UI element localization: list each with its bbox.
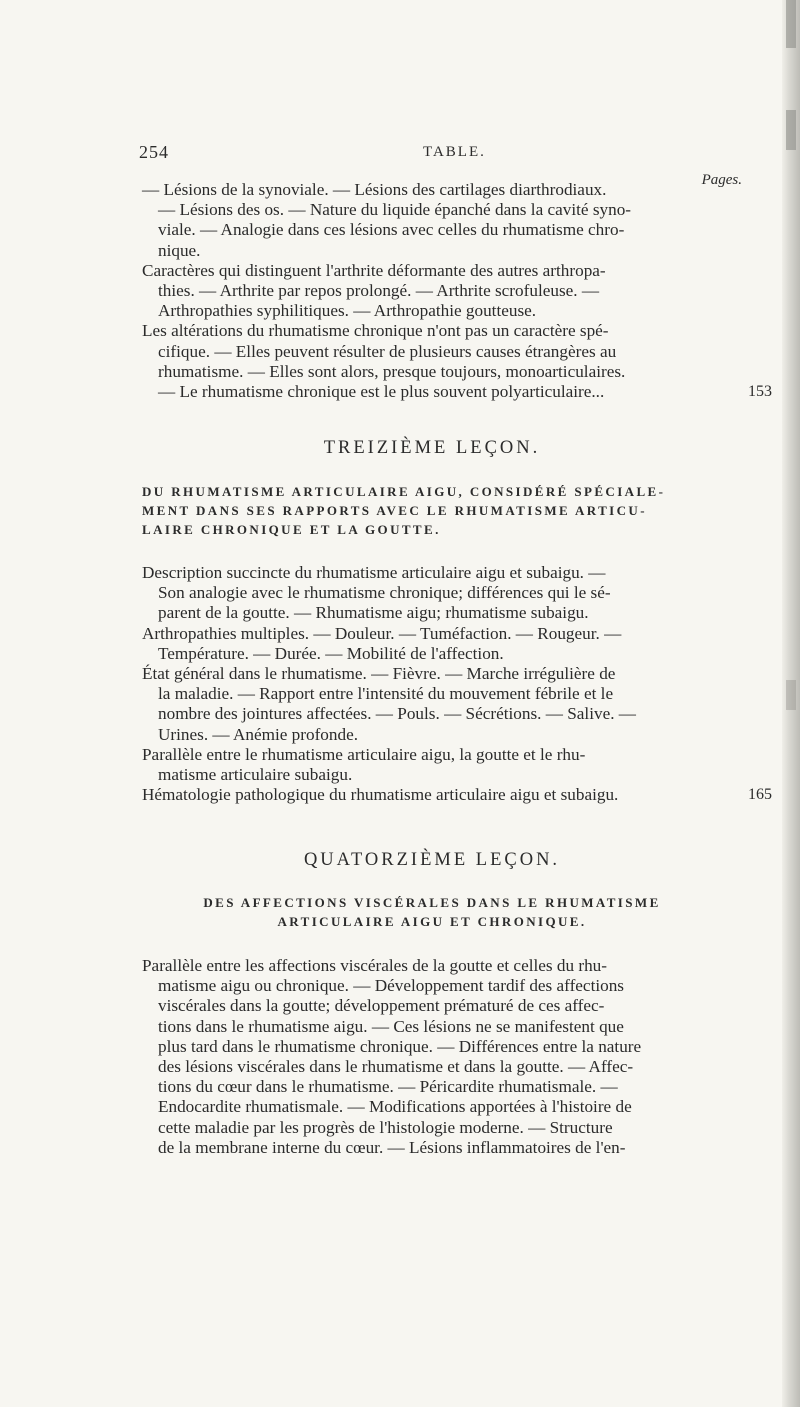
page-header (139, 142, 710, 166)
pages-column-label: Pages. (701, 172, 742, 188)
subtitle-line: MENT DANS SES RAPPORTS AVEC LE RHUMATISME ARTICU- (142, 503, 647, 518)
toc-line: des lésions viscérales dans le rhumatisme et dans la goutte. — Affec- (158, 1057, 634, 1077)
toc-line: Hématologie pathologique du rhumatisme articulaire aigu et subaigu. (142, 785, 619, 805)
toc-line: — Lésions des os. — Nature du liquide épanché dans la cavité syno- (158, 200, 632, 220)
toc-line: Description succincte du rhumatisme articulaire aigu et subaigu. — (142, 563, 606, 582)
toc-line: Caractères qui distinguent l'arthrite déformante des autres arthropa- (142, 260, 606, 280)
edge-mark (786, 110, 796, 150)
lesson-summary (142, 563, 772, 805)
lesson-subtitle (142, 893, 722, 931)
subtitle-line: DU RHUMATISME ARTICULAIRE AIGU, CONSIDÉRÉ SPÉCIALE- (142, 484, 666, 499)
toc-line: la maladie. — Rapport entre l'intensité du mouvement fébrile et le (158, 684, 614, 704)
lesson-title: TREIZIÈME LEÇON. (323, 438, 541, 458)
toc-line: de la membrane interne du cœur. — Lésions inflammatoires de l'en- (158, 1137, 626, 1157)
toc-line: Parallèle entre le rhumatisme articulaire aigu, la goutte et le rhu- (142, 744, 586, 764)
toc-line: parent de la goutte. — Rhumatisme aigu; rhumatisme subaigu. (158, 603, 589, 623)
toc-line: Les altérations du rhumatisme chronique n'ont pas un caractère spé- (142, 321, 609, 341)
toc-line: rhumatisme. — Elles sont alors, presque toujours, monoarticulaires. (158, 361, 626, 381)
toc-line: tions dans le rhumatisme aigu. — Ces lésions ne se manifestent que (158, 1016, 624, 1036)
toc-line: viale. — Analogie dans ces lésions avec celles du rhumatisme chro- (158, 220, 625, 240)
toc-line: cette maladie par les progrès de l'histologie moderne. — Structure (158, 1117, 613, 1137)
toc-line: viscérales dans la goutte; développement prématuré de ces affec- (158, 996, 605, 1016)
page-edge-shadow (782, 0, 800, 1407)
toc-line: Arthropathies multiples. — Douleur. — Tuméfaction. — Rougeur. — (142, 623, 622, 643)
subtitle-line: DES AFFECTIONS VISCÉRALES DANS LE RHUMATISME (203, 895, 661, 910)
toc-line: nombre des jointures affectées. — Pouls. — Sécrétions. — Salive. — (158, 704, 636, 724)
toc-line: Parallèle entre les affections viscérales de la goutte et celles du rhu- (142, 956, 607, 975)
toc-line: Température. — Durée. — Mobilité de l'affection. (158, 643, 504, 663)
toc-line: nique. (158, 240, 201, 260)
toc-line: matisme aigu ou chronique. — Développement tardif des affections (158, 976, 624, 996)
toc-line: thies. — Arthrite par repos prolongé. — Arthrite scrofuleuse. — (158, 281, 600, 301)
toc-line: Endocardite rhumatismale. — Modifications apportées à l'histoire de (158, 1097, 632, 1117)
toc-line: État général dans le rhumatisme. — Fièvre. — Marche irrégulière de (142, 664, 616, 684)
toc-line: Arthropathies syphilitiques. — Arthropathie goutteuse. (158, 301, 537, 321)
toc-line: — Le rhumatisme chronique est le plus souvent polyarticulaire... (158, 382, 605, 402)
lesson-title: QUATORZIÈME LEÇON. (303, 850, 561, 870)
toc-line: cifique. — Elles peuvent résulter de plusieurs causes étrangères au (158, 341, 617, 361)
toc-line: Son analogie avec le rhumatisme chronique; différences qui le sé- (158, 583, 611, 603)
edge-mark (786, 680, 796, 710)
page-reference: 165 (748, 786, 772, 803)
toc-line: tions du cœur dans le rhumatisme. — Péricardite rhumatismale. — (158, 1077, 618, 1097)
page-reference: 153 (748, 383, 772, 400)
toc-line: — Lésions de la synoviale. — Lésions des cartilages diarthrodiaux. (142, 180, 607, 199)
lesson-subtitle (142, 482, 722, 539)
running-head: TABLE. (423, 144, 486, 160)
toc-line: matisme articulaire subaigu. (158, 765, 353, 785)
toc-line: Urines. — Anémie profonde. (158, 724, 358, 744)
lesson-summary (142, 956, 722, 1158)
subtitle-line: LAIRE CHRONIQUE ET LA GOUTTE. (142, 522, 441, 537)
page-number: 254 (139, 142, 169, 162)
toc-line: plus tard dans le rhumatisme chronique. — Différences entre la nature (158, 1036, 642, 1056)
subtitle-line: ARTICULAIRE AIGU ET CHRONIQUE. (277, 914, 587, 929)
edge-mark (786, 0, 796, 48)
